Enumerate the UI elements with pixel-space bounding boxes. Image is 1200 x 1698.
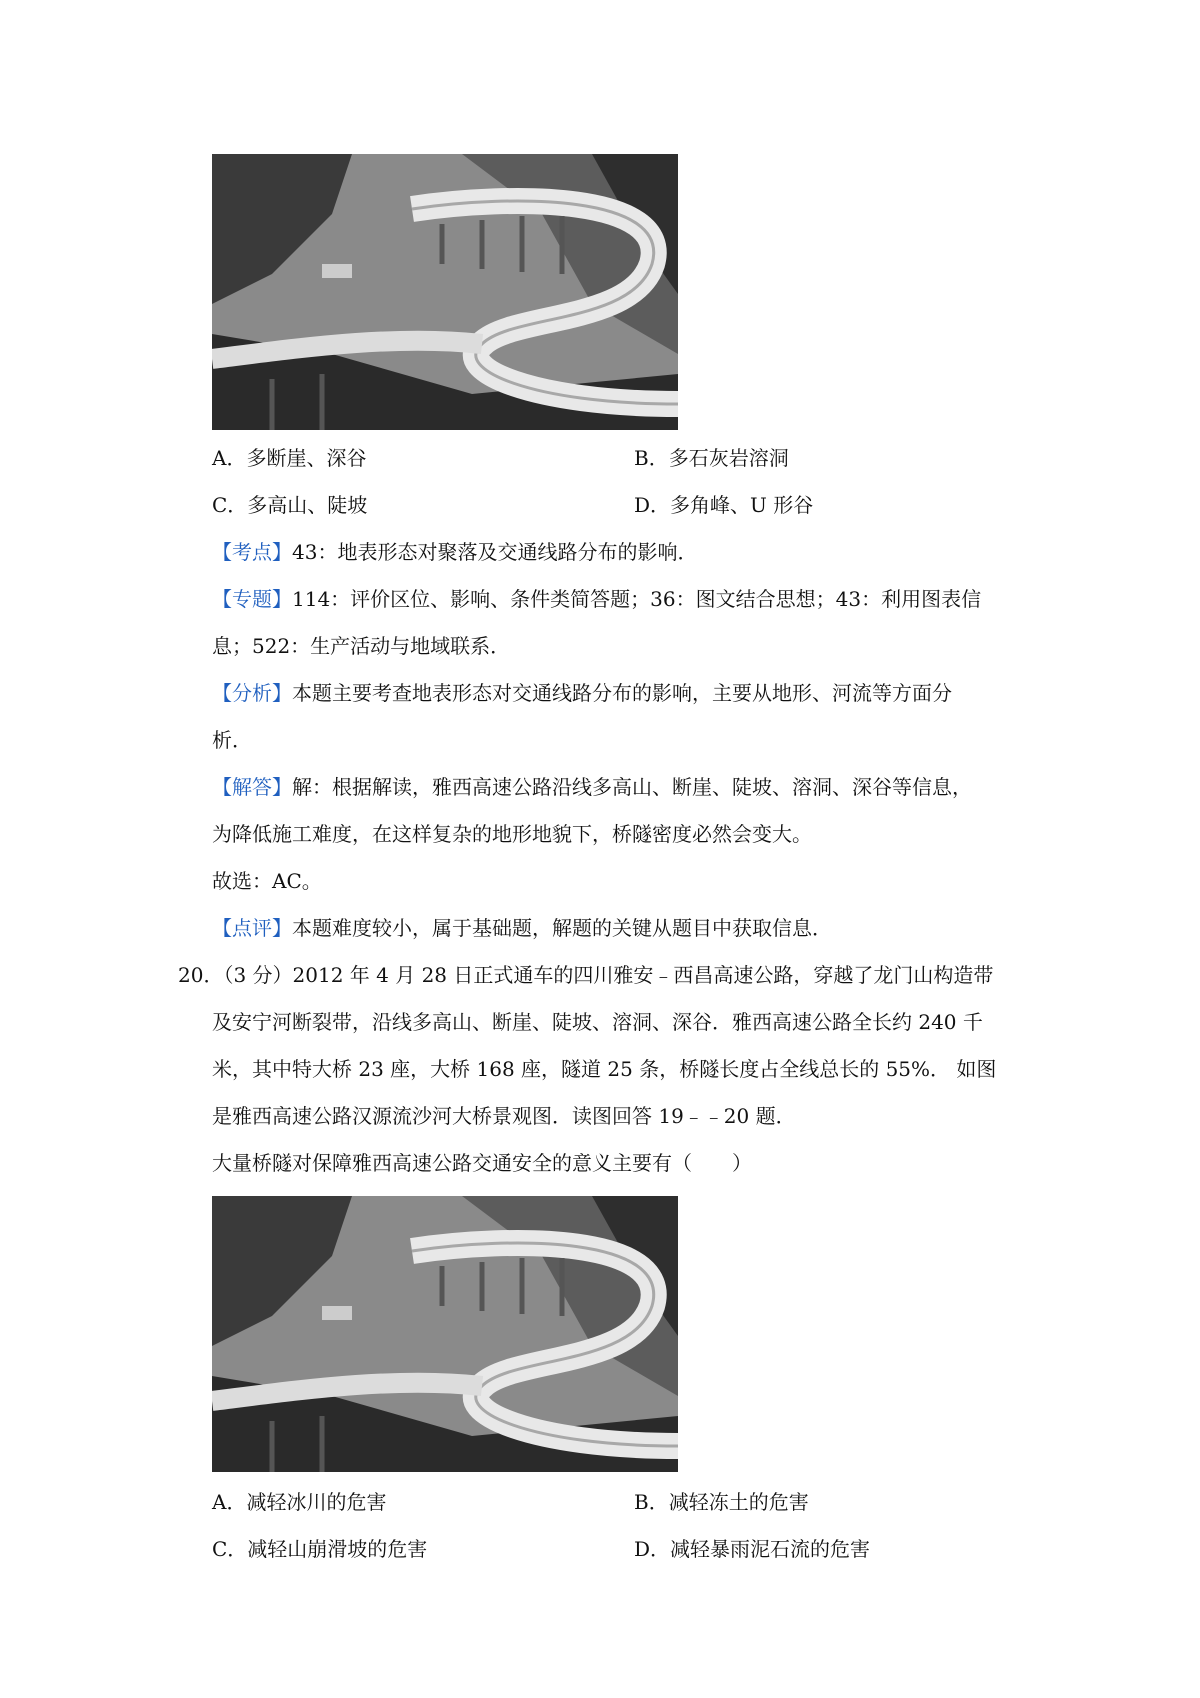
q20-stem-3: 米，其中特大桥 23 座，大桥 168 座，隧道 25 条，桥隧长度占全线总长的 55%． 如图 — [212, 1057, 997, 1081]
q19-option-c: C．多高山、陡坡 — [212, 493, 368, 517]
kaodian-line — [212, 538, 697, 566]
q19-option-d: D．多角峰、U 形谷 — [634, 493, 814, 517]
q20-number: 20． — [178, 963, 224, 987]
q19-option-b: B．多石灰岩溶洞 — [634, 446, 789, 470]
fenxi-text-2: 析． — [212, 728, 252, 752]
answer-line: 故选：AC。 — [212, 869, 322, 893]
zhuanti-line — [212, 585, 981, 613]
fenxi-text-1: 本题主要考查地表形态对交通线路分布的影响，主要从地形、河流等方面分 — [292, 681, 952, 705]
kaodian-text: 43：地表形态对聚落及交通线路分布的影响． — [292, 540, 698, 564]
bridge-photo-image — [212, 154, 678, 430]
q20-stem-4: 是雅西高速公路汉源流沙河大桥景观图．读图回答 19﹣﹣20 题． — [212, 1104, 796, 1128]
bridge-photo-bottom — [212, 1196, 678, 1472]
q20-stem-2: 及安宁河断裂带，沿线多高山、断崖、陡坡、溶洞、深谷．雅西高速公路全长约 240 千 — [212, 1010, 983, 1034]
q20-option-b: B．减轻冻土的危害 — [634, 1490, 809, 1514]
q20-option-c: C．减轻山崩滑坡的危害 — [212, 1537, 428, 1561]
q20-option-a: A．减轻冰川的危害 — [212, 1490, 387, 1514]
fenxi-line — [212, 679, 952, 707]
zhuanti-text-1: 114：评价区位、影响、条件类简答题；36：图文结合思想；43：利用图表信 — [292, 587, 982, 611]
kaodian-tag: 【考点】 — [212, 540, 292, 564]
fenxi-tag: 【分析】 — [212, 681, 292, 705]
jieda-text-1: 解：根据解读，雅西高速公路沿线多高山、断崖、陡坡、溶洞、深谷等信息， — [292, 775, 972, 799]
bridge-photo-image-2 — [212, 1196, 678, 1472]
jieda-line — [212, 773, 972, 801]
q20-option-d: D．减轻暴雨泥石流的危害 — [634, 1537, 871, 1561]
q20-stem-line-1 — [178, 961, 993, 989]
bridge-photo-top — [212, 154, 678, 430]
zhuanti-tag: 【专题】 — [212, 587, 292, 611]
q19-option-a: A．多断崖、深谷 — [212, 446, 367, 470]
q20-question: 大量桥隧对保障雅西高速公路交通安全的意义主要有（ ） — [212, 1151, 752, 1175]
q20-stem-1: （3 分）2012 年 4 月 28 日正式通车的四川雅安﹣西昌高速公路，穿越了龙门山构造带 — [223, 963, 994, 987]
jieda-text-2: 为降低施工难度，在这样复杂的地形地貌下，桥隧密度必然会变大。 — [212, 822, 812, 846]
dianping-text: 本题难度较小，属于基础题，解题的关键从题目中获取信息． — [292, 916, 832, 940]
dianping-tag: 【点评】 — [212, 916, 292, 940]
zhuanti-text-2: 息；522：生产活动与地域联系． — [212, 634, 511, 658]
jieda-tag: 【解答】 — [212, 775, 292, 799]
dianping-line — [212, 914, 832, 942]
